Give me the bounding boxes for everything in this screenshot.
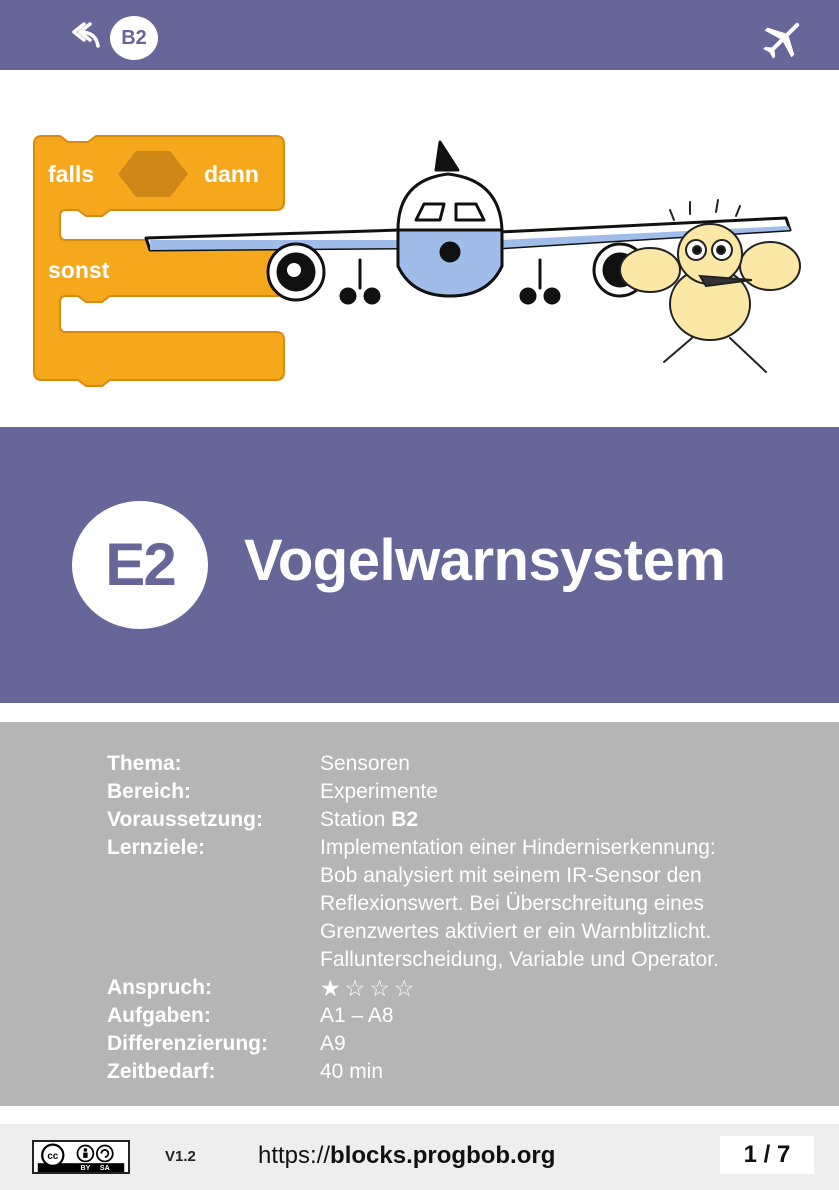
airplane-icon [760, 16, 806, 62]
thema-value: Sensoren [320, 752, 410, 775]
zeitbedarf-value: 40 min [320, 1060, 384, 1083]
thema-label: Thema: [107, 752, 182, 775]
star-empty-icon: ☆ [393, 975, 415, 1001]
if-else-block [34, 136, 284, 386]
bereich-value: Experimente [320, 780, 438, 803]
voraussetzung-label: Voraussetzung: [107, 808, 263, 831]
block-label-falls: falls [48, 161, 95, 187]
aufgaben-value: A1 – A8 [320, 1004, 394, 1027]
star-empty-icon: ☆ [369, 975, 390, 1001]
lernziele-line: Fallunterscheidung, Variable und Operator. [320, 948, 719, 971]
back-arrow-icon[interactable] [70, 20, 104, 50]
difficulty-stars [320, 974, 800, 1004]
illustration [0, 70, 839, 427]
anspruch-label: Anspruch: [107, 976, 212, 999]
voraussetzung-prefix: Station [320, 808, 392, 831]
page-indicator: 1 / 7 [720, 1136, 814, 1174]
license-by: BY [80, 1165, 91, 1173]
page-title: Vogelwarnsystem [244, 528, 726, 593]
lernziele-line: Reflexionswert. Bei Überschreitung eines [320, 892, 705, 915]
lernziele-line: Grenzwertes aktiviert er ein Warnblitzlicht. [320, 920, 712, 943]
title-banner [0, 427, 839, 703]
block-label-dann: dann [204, 161, 259, 187]
lernziele-line: Implementation einer Hinderniserkennung: [320, 836, 716, 859]
footer [0, 1124, 839, 1190]
station-code-badge: E2 [72, 501, 208, 629]
url-prefix: https:// [258, 1142, 331, 1169]
lernziele-line: Bob analysiert mit seinem IR-Sensor den [320, 864, 702, 887]
zeitbedarf-label: Zeitbedarf: [107, 1060, 216, 1083]
cc-by-sa-license-icon[interactable] [32, 1140, 130, 1174]
aufgaben-label: Aufgaben: [107, 1004, 211, 1027]
lernziele-value [320, 834, 800, 974]
license-sa: SA [99, 1165, 110, 1173]
version-label: V1.2 [165, 1148, 196, 1165]
voraussetzung-station: B2 [391, 808, 419, 831]
license-cc: cc [47, 1150, 59, 1162]
top-bar [0, 0, 839, 70]
website-link[interactable] [258, 1142, 555, 1170]
voraussetzung-value [320, 806, 800, 834]
differenzierung-label: Differenzierung: [107, 1032, 269, 1055]
star-filled-icon: ★ [320, 975, 341, 1001]
bereich-label: Bereich: [107, 780, 192, 803]
differenzierung-value: A9 [320, 1032, 346, 1055]
info-panel [0, 722, 839, 1106]
url-domain: blocks.progbob.org [330, 1142, 556, 1169]
station-badge[interactable]: B2 [110, 16, 158, 60]
lernziele-label: Lernziele: [107, 836, 206, 859]
block-label-sonst: sonst [48, 257, 110, 283]
star-empty-icon: ☆ [344, 975, 366, 1001]
